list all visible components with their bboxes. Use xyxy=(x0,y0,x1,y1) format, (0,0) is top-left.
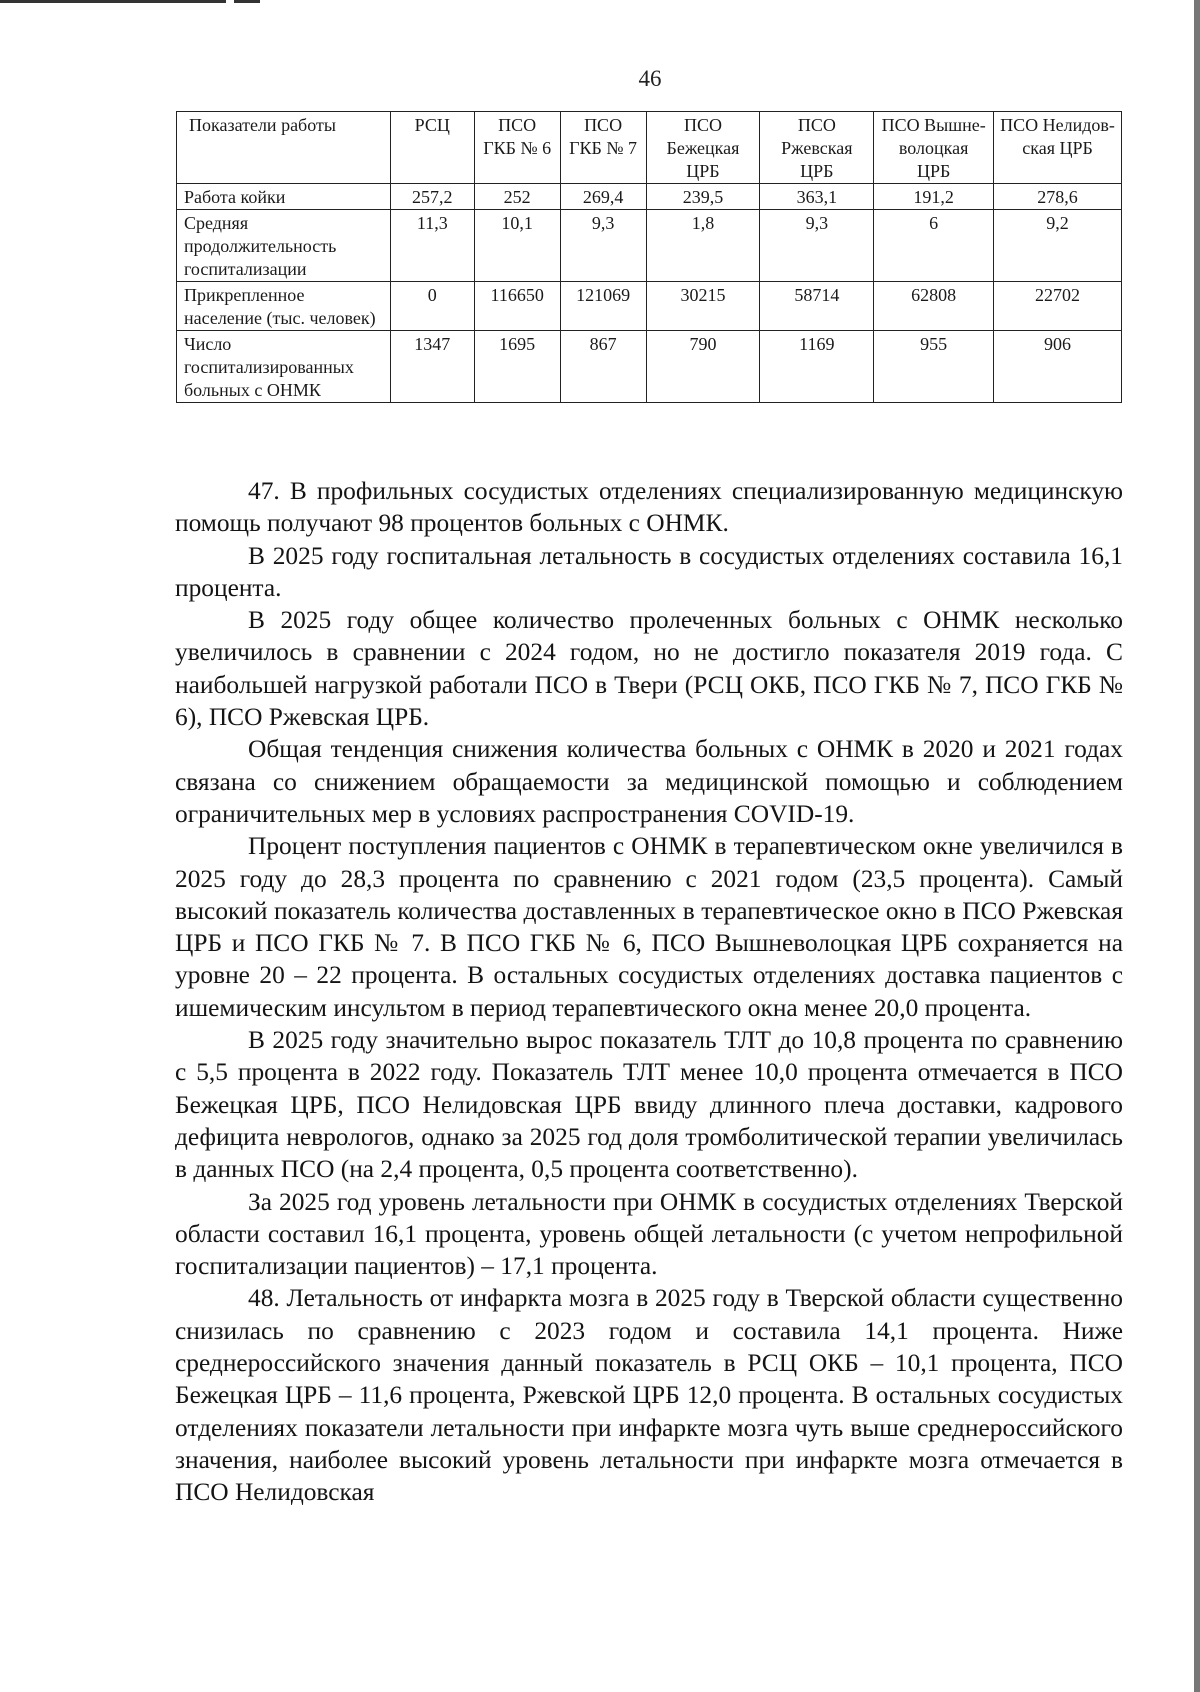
row-label: Средняя продолжительность госпитализации xyxy=(177,210,391,282)
table-cell: 191,2 xyxy=(874,184,994,210)
table-cell: 11,3 xyxy=(390,210,474,282)
column-header: РСЦ xyxy=(390,112,474,184)
table-cell: 363,1 xyxy=(760,184,874,210)
row-label: Прикрепленное население (тыс. человек) xyxy=(177,282,391,331)
table-row xyxy=(177,282,1122,331)
column-header: ПСО Бежецкая ЦРБ xyxy=(646,112,760,184)
paragraph: В 2025 году общее количество пролеченных больных с ОНМК несколько увеличилось в сравнении с 2024 годом, но не достигло показателя 2019 года. С наибольшей нагрузкой работали ПСО в Твери (РСЦ ОКБ, ПСО ГКБ № 7, ПСО ГКБ № 6), ПСО Ржевская ЦРБ. xyxy=(175,606,1123,732)
table-cell: 906 xyxy=(994,331,1122,403)
table-cell: 6 xyxy=(874,210,994,282)
table-cell: 58714 xyxy=(760,282,874,331)
paragraph: За 2025 год уровень летальности при ОНМК в сосудистых отделениях Тверской области составил 16,1 процента, уровень общей летальности (с учетом непрофильной госпитализации пациентов) – 17,1 процента. xyxy=(175,1187,1123,1281)
table-cell: 269,4 xyxy=(560,184,646,210)
table-cell: 30215 xyxy=(646,282,760,331)
table-cell: 252 xyxy=(474,184,560,210)
table-cell: 1695 xyxy=(474,331,560,403)
table-row xyxy=(177,184,1122,210)
scan-edge-mark xyxy=(234,0,260,3)
table-cell: 121069 xyxy=(560,282,646,331)
table-cell: 1,8 xyxy=(646,210,760,282)
page-number: 46 xyxy=(638,66,662,91)
scan-right-edge xyxy=(1194,0,1200,1692)
table-cell: 257,2 xyxy=(390,184,474,210)
row-label: Число госпитализированных больных с ОНМК xyxy=(177,331,391,403)
column-header: ПСО Ржевская ЦРБ xyxy=(760,112,874,184)
column-header: Показатели работы xyxy=(177,112,391,184)
performance-table xyxy=(176,111,1122,403)
paragraph: 47. В профильных сосудистых отделениях специализированную медицинскую помощь получают 98 процентов больных с ОНМК. xyxy=(175,477,1123,538)
column-header: ПСО Вышне-волоцкая ЦРБ xyxy=(874,112,994,184)
table-cell: 9,3 xyxy=(560,210,646,282)
paragraph: В 2025 году госпитальная летальность в сосудистых отделениях составила 16,1 процента. xyxy=(175,541,1123,602)
table-cell: 867 xyxy=(560,331,646,403)
table-cell: 278,6 xyxy=(994,184,1122,210)
column-header: ПСО Нелидов-ская ЦРБ xyxy=(994,112,1122,184)
table-cell: 9,3 xyxy=(760,210,874,282)
table-cell: 62808 xyxy=(874,282,994,331)
table-cell: 9,2 xyxy=(994,210,1122,282)
table-cell: 239,5 xyxy=(646,184,760,210)
row-label: Работа койки xyxy=(177,184,391,210)
table-cell: 1169 xyxy=(760,331,874,403)
table-cell: 0 xyxy=(390,282,474,331)
table-cell: 116650 xyxy=(474,282,560,331)
paragraph: Общая тенденция снижения количества больных с ОНМК в 2020 и 2021 годах связана со снижением обращаемости за медицинской помощью и соблюдением ограничительных мер в условиях распространения COVID-19. xyxy=(175,735,1123,828)
paragraph: В 2025 году значительно вырос показатель ТЛТ до 10,8 процента по сравнению с 5,5 процента в 2022 году. Показатель ТЛТ менее 10,0 процента отмечается в ПСО Бежецкая ЦРБ, ПСО Нелидовская ЦРБ ввиду длинного плеча доставки, кадрового дефицита неврологов, однако за 2025 год доля тромболитической терапии увеличилась в данных ПСО (на 2,4 процента, 0,5 процента соответственно). xyxy=(175,1026,1123,1184)
table-cell: 22702 xyxy=(994,282,1122,331)
table-row xyxy=(177,210,1122,282)
document-body xyxy=(175,475,1123,1509)
table-header-row xyxy=(177,112,1122,184)
paragraph: Процент поступления пациентов с ОНМК в терапевтическом окне увеличился в 2025 году до 28,3 процента по сравнению с 2021 годом (23,5 процента). Самый высокий показатель количества доставленных в терапевтическое окно в ПСО Ржевская ЦРБ и ПСО ГКБ № 7. В ПСО ГКБ № 6, ПСО Вышневолоцкая ЦРБ сохраняется на уровне 20 – 22 процента. В остальных сосудистых отделениях доставка пациентов с ишемическим инсультом в период терапевтического окна менее 20,0 процента. xyxy=(175,832,1123,1022)
paragraph: 48. Летальность от инфаркта мозга в 2025 году в Тверской области существенно снизилась по сравнению с 2023 годом и составила 14,1 процента. Ниже среднероссийского значения данный показатель в РСЦ ОКБ – 10,1 процента, ПСО Бежецкая ЦРБ – 11,6 процента, Ржевской ЦРБ 12,0 процента. В остальных сосудистых отделениях показатели летальности при инфаркте мозга чуть выше среднероссийского значения, наиболее высокий уровень летальности при инфаркте мозга отмечается в ПСО Нелидовская xyxy=(175,1284,1123,1507)
table-cell: 790 xyxy=(646,331,760,403)
table-cell: 10,1 xyxy=(474,210,560,282)
column-header: ПСО ГКБ № 6 xyxy=(474,112,560,184)
table-cell: 1347 xyxy=(390,331,474,403)
scan-edge-mark xyxy=(0,0,226,3)
column-header: ПСО ГКБ № 7 xyxy=(560,112,646,184)
table-cell: 955 xyxy=(874,331,994,403)
table-row xyxy=(177,331,1122,403)
